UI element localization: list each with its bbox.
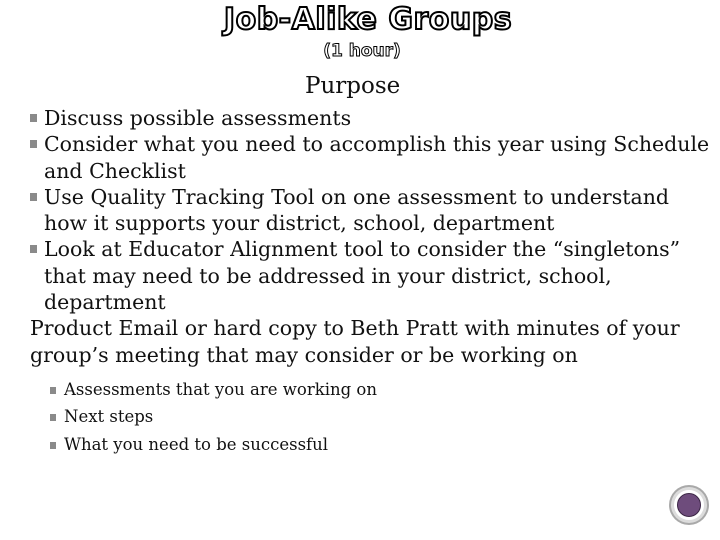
sub-bullet-item bbox=[50, 403, 715, 430]
bullet-item bbox=[30, 105, 715, 131]
bullet-list bbox=[30, 105, 715, 315]
sub-bullet-text: Assessments that you are working on bbox=[64, 379, 377, 399]
square-bullet-icon bbox=[50, 442, 56, 449]
square-bullet-icon bbox=[30, 140, 37, 148]
square-bullet-icon bbox=[50, 387, 56, 394]
bullet-text: Consider what you need to accomplish this year using Schedule and Checklist bbox=[44, 132, 710, 183]
bullet-item bbox=[30, 131, 715, 184]
bullet-text: Use Quality Tracking Tool on one assessment to understand how it supports your district, school, department bbox=[44, 184, 670, 236]
purpose-heading: Purpose bbox=[305, 73, 401, 99]
sub-bullet-text: What you need to be successful bbox=[64, 434, 329, 454]
square-bullet-icon bbox=[30, 114, 37, 122]
sub-bullet-list bbox=[50, 376, 715, 458]
product-text: Product Email or hard copy to Beth Pratt with minutes of your group’s meeting that may consider or be working on bbox=[30, 316, 680, 367]
bullet-text: Look at Educator Alignment tool to consider the “singletons” that may need to be addressed in your district, school, department bbox=[44, 237, 681, 315]
slide-title: Job-Alike Groups bbox=[223, 2, 513, 37]
sub-bullet-item bbox=[50, 376, 715, 403]
bullet-text: Discuss possible assessments bbox=[44, 106, 352, 130]
square-bullet-icon bbox=[50, 414, 56, 421]
sub-bullet-text: Next steps bbox=[64, 407, 154, 427]
slide-subtitle: (1 hour) bbox=[323, 41, 401, 61]
square-bullet-icon bbox=[30, 193, 37, 201]
bullet-item bbox=[30, 236, 715, 315]
bullet-item bbox=[30, 184, 715, 237]
slide-nav-circle-icon[interactable] bbox=[674, 490, 704, 520]
square-bullet-icon bbox=[30, 245, 37, 253]
slide-body bbox=[30, 105, 715, 458]
sub-bullet-item bbox=[50, 431, 715, 458]
nav-circle-inner bbox=[677, 493, 701, 517]
